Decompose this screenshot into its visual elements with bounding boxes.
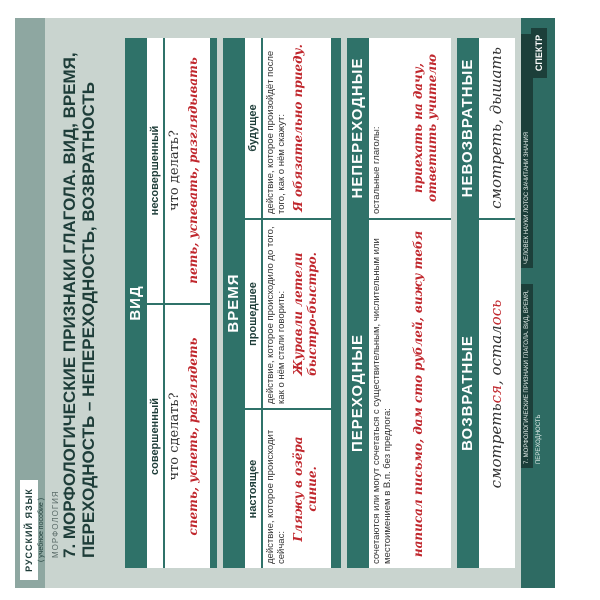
- vremya-past-example: Журавли летели быстро-быстро.: [289, 218, 331, 408]
- subject-subtitle: ( учебное пособие ): [38, 497, 45, 563]
- vid-col-imperfect-label: несовершенный: [147, 38, 165, 303]
- perekhod-descs: [369, 38, 409, 568]
- vozvrat-example: [479, 218, 515, 568]
- vid-questions: [165, 38, 184, 568]
- vremya-present-label: настоящее: [245, 408, 263, 568]
- panel-vremya: [223, 38, 341, 568]
- bottom-info-bar: ЧЕЛОВЕК НАУКИ ЛОТОС ЗАЧИТАНИ ЗНАНИЯ: [521, 34, 533, 268]
- brand-logo: СПЕКТР: [531, 28, 547, 78]
- vid-question-perfect: что сделать?: [165, 303, 184, 568]
- poster: [15, 18, 555, 588]
- vremya-present-example: Гляжу в озёра синие.: [289, 408, 331, 568]
- nevozvrat-example: смотреть, дышать: [487, 47, 505, 209]
- page-title: 7. МОРФОЛОГИЧЕСКИЕ ПРИЗНАКИ ГЛАГОЛА. ВИД, ВРЕМЯ, ПЕРЕХОДНОСТЬ – НЕПЕРЕХОДНОСТЬ, ВОЗВРАТНОСТЬ: [60, 52, 98, 558]
- panel-vid: [125, 38, 217, 568]
- vozvrat-word-a: смотреть: [487, 403, 505, 489]
- neperekhod-example: приехать на дачу, ответить учителю: [411, 53, 439, 203]
- vremya-examples: [289, 38, 331, 568]
- neperekhod-desc: остальные глаголы:: [371, 126, 382, 214]
- perekhod-example: написал письмо, дам сто рублей, вижу тебя: [409, 218, 451, 568]
- vremya-past-desc: действие, которое происходило до того, как о нём стали говорить:: [263, 218, 289, 408]
- vid-subheads: [147, 38, 165, 568]
- neperekhod-head: НЕПЕРЕХОДНЫЕ: [349, 57, 366, 199]
- vozvrat-heads: [457, 38, 479, 568]
- vozvrat-word-b: , остал: [487, 325, 505, 385]
- vozvrat-suffix-b: ось: [487, 299, 505, 326]
- vid-examples: [184, 38, 210, 568]
- vid-question-imperfect: что делать?: [167, 130, 182, 211]
- vremya-past-label: прошедшее: [245, 218, 263, 408]
- perekhod-examples: [409, 38, 451, 568]
- vozvrat-examples: [479, 38, 515, 568]
- vremya-present-desc: действие, которое происходит сейчас:: [263, 408, 289, 568]
- vozvrat-suffix-a: ся: [487, 385, 505, 404]
- vremya-subheads: [245, 38, 263, 568]
- vremya-future-label: будущее: [245, 38, 263, 218]
- nevozvrat-head: НЕВОЗВРАТНЫЕ: [459, 58, 476, 198]
- vremya-future-example: Я обязательно приеду.: [291, 44, 305, 212]
- section-label: МОРФОЛОГИЯ: [51, 490, 60, 558]
- bottom-title-bar: 7. МОРФОЛОГИЧЕСКИЕ ПРИЗНАКИ ГЛАГОЛА. ВИД, ВРЕМЯ, ПЕРЕХОДНОСТЬ: [521, 284, 533, 468]
- perekhod-head: ПЕРЕХОДНЫЕ: [349, 333, 366, 453]
- panel-perekhod: [347, 38, 451, 568]
- vid-col-perfect-label: совершенный: [147, 303, 165, 568]
- panel-vozvrat: [457, 38, 515, 568]
- vozvrat-head: ВОЗВРАТНЫЕ: [459, 335, 476, 451]
- perekhod-heads: [347, 38, 369, 568]
- subject-tab: РУССКИЙ ЯЗЫК: [20, 480, 38, 580]
- vremya-future-desc: действие, которое произойдёт после того, как о нём скажут:: [265, 50, 287, 214]
- vid-example-perfect: спеть, успеть, разглядеть: [184, 303, 210, 568]
- panel-vid-head: ВИД: [127, 285, 144, 321]
- perekhod-desc: сочетаются или могут сочетаться с существительным, числительным или местоимением в В.п. без предлога:: [369, 218, 409, 568]
- vid-example-imperfect: петь, успевать, разглядывать: [186, 57, 200, 284]
- vremya-descs: [263, 38, 289, 568]
- panel-vremya-head: ВРЕМЯ: [225, 273, 242, 333]
